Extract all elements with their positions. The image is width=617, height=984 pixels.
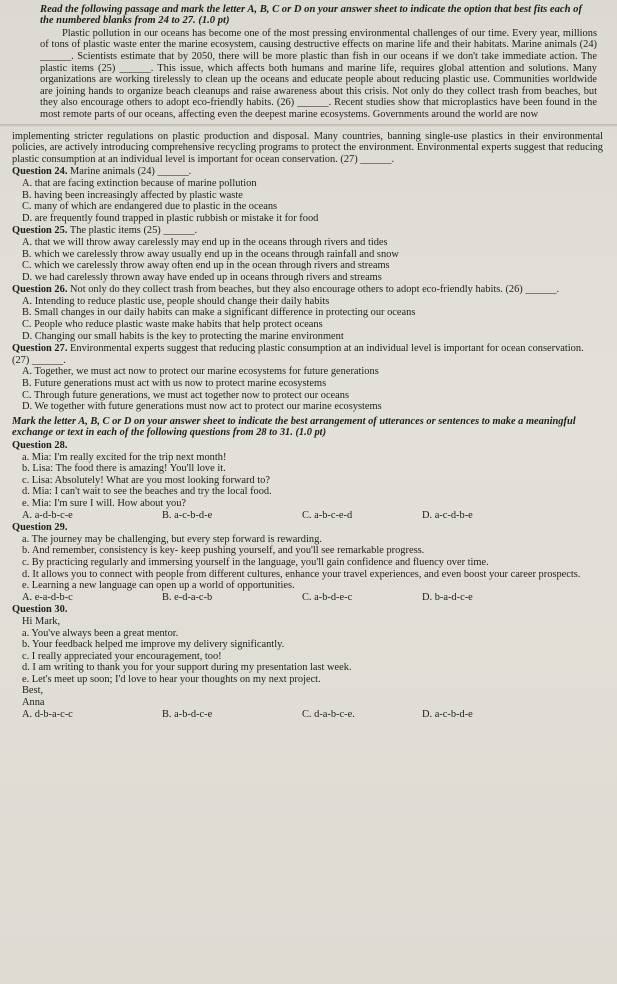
answer-option[interactable]: D. a-c-b-d-e [422,708,473,720]
question-28 [12,440,603,521]
question-title: Question 29. [12,522,68,534]
question-26 [12,284,603,342]
passage-bottom: implementing stricter regulations on plastic production and disposal. Many countries, banning single-use plastics in their environmental policies, are actively introducing comprehensive recycling programs to protect the environment. Environmental experts suggest that reducing plastic consumption at an individual level is important for ocean conservation. (27) ______. [12,130,603,165]
question-title: Question 24. [12,166,68,178]
question-title: Question 25. [12,225,68,237]
sentence-line: a. The journey may be challenging, but every step forward is rewarding. [22,533,322,545]
answer-options [12,709,603,721]
sentence-line: c. I really appreciated your encouragement, too! [22,650,222,662]
answer-option[interactable]: C. d-a-b-c-e. [302,708,355,720]
sentence-line: e. Learning a new language can open up a world of opportunities. [22,580,295,592]
option[interactable]: D. we had carelessly thrown away have ended up in oceans through rivers and streams [22,271,382,283]
answer-options [12,592,603,604]
answer-option[interactable]: A. a-d-b-c-e [22,509,73,521]
option[interactable]: B. having been increasingly affected by plastic waste [22,189,243,201]
sentence-line: c. By practicing regularly and immersing yourself in the language, you'll gain confidence and fluency over time. [22,556,489,568]
arrangement-instruction: Mark the letter A, B, C or D on your answer sheet to indicate the best arrangement of utterances or sentences to make a meaningful exchange or text in each of the following questions from 28 to 31. (1.0 pt) [12,415,576,439]
question-stem: The plastic items (25) ______. [69,225,198,237]
answer-option[interactable]: A. e-a-d-b-c [22,591,73,603]
option[interactable]: B. Small changes in our daily habits can make a significant difference in protecting our oceans [22,307,416,319]
question-stem: Environmental experts suggest that reducing plastic consumption at an individual level is important for ocean conservation. (27) ______. [12,343,584,366]
question-title: Question 26. [12,284,68,296]
answer-option[interactable]: B. e-d-a-c-b [162,591,213,603]
letter-greeting: Hi Mark, [22,615,61,627]
option[interactable]: C. which we carelessly throw away often end up in the ocean through rivers and streams [22,260,390,272]
reading-instruction: Read the following passage and mark the letter A, B, C or D on your answer sheet to indicate the option that best fits each of the numbered blanks from 24 to 27. (1.0 pt) [40,4,582,27]
answer-option[interactable]: B. a-c-b-d-e [162,509,213,521]
option[interactable]: B. which we carelessly throw away usually end up in the oceans through rainfall and snow [22,248,399,260]
option[interactable]: A. Together, we must act now to protect our marine ecosystems for future generations [22,366,379,378]
answer-option[interactable]: A. d-b-a-c-c [22,708,73,720]
question-25 [12,225,603,283]
question-24 [12,166,603,224]
sentence-line: b. And remember, consistency is key- keep pushing yourself, and you'll see remarkable progress. [22,545,425,557]
page-fold-divider [0,124,617,128]
dialogue-line: c. Lisa: Absolutely! What are you most looking forward to? [22,474,270,486]
option[interactable]: D. are frequently found trapped in plastic rubbish or mistake it for food [22,212,319,224]
option[interactable]: B. Future generations must act with us now to protect marine ecosystems [22,378,327,390]
question-30 [12,604,603,720]
answer-option[interactable]: B. a-b-d-c-e [162,708,213,720]
option[interactable]: C. Through future generations, we must act together now to protect our oceans [22,389,350,401]
option[interactable]: C. People who reduce plastic waste make habits that help protect oceans [22,319,323,331]
sentence-line: b. Your feedback helped me improve my delivery significantly. [22,639,285,651]
question-29 [12,522,603,603]
option[interactable]: A. that are facing extinction because of marine pollution [22,177,257,189]
question-title: Question 28. [12,440,68,451]
option[interactable]: A. Intending to reduce plastic use, people should change their daily habits [22,295,330,307]
question-title: Question 27. [12,343,68,355]
dialogue-line: a. Mia: I'm really excited for the trip next month! [22,451,227,463]
question-27 [12,343,603,413]
answer-option[interactable]: C. a-b-d-e-c [302,591,353,603]
answer-option[interactable]: C. a-b-c-e-d [302,509,353,521]
option[interactable]: C. many of which are endangered due to plastic in the oceans [22,201,278,213]
answer-option[interactable]: D. b-a-d-c-e [422,591,473,603]
option[interactable]: D. Changing our small habits is the key to protecting the marine environment [22,330,344,342]
letter-signature: Anna [22,697,45,709]
reading-section [12,4,603,121]
option[interactable]: D. We together with future generations must now act to protect our marine ecosystems [22,401,382,413]
dialogue-line: e. Mia: I'm sure I will. How about you? [22,497,187,509]
sentence-line: a. You've always been a great mentor. [22,627,179,639]
answer-options [12,510,603,522]
question-stem: Not only do they collect trash from beaches, but they also encourage others to adopt eco-friendly habits. (26) ______. [70,284,560,296]
answer-option[interactable]: D. a-c-d-b-e [422,509,473,521]
question-stem: Marine animals (24) ______. [70,166,192,178]
passage-top: Plastic pollution in our oceans has become one of the most pressing environmental challenges of our time. Every year, millions of tons of plastic waste enter the marine ecosystem, causing destructive effects on marine life and their habitats. Marine animals (24) ______. Scientists estimate that by 2050, there will be more plastic than fish in our oceans if we don't take immediate action. The plastic items (25) ______. This issue, which affects both humans and marine life, requires global attention and solutions. Many organizations are working tirelessly to clean up the oceans and educate people about reducing plastic use. Communities worldwide are joining hands to organize beach cleanups and raise awareness about this crisis. Not only do they collect trash from beaches, but they also encourage others to adopt eco-friendly habits. (26) ______. Recent studies show that microplastics have been found in the most remote parts of our oceans, affecting even the deepest marine ecosystems. Governments around the world are now [40,27,597,120]
option[interactable]: A. that we will throw away carelessly may end up in the oceans through rivers and tides [22,236,388,248]
letter-closing: Best, [22,685,44,697]
question-title: Question 30. [12,604,68,616]
dialogue-line: b. Lisa: The food there is amazing! You'll love it. [22,463,226,475]
dialogue-line: d. Mia: I can't wait to see the beaches and try the local food. [22,486,272,498]
sentence-line: d. I am writing to thank you for your support during my presentation last week. [22,662,352,674]
sentence-line: e. Let's meet up soon; I'd love to hear your thoughts on my next project. [22,673,321,685]
sentence-line: d. It allows you to connect with people from different cultures, enhance your travel experiences, and even boost your career prospects. [22,568,581,580]
